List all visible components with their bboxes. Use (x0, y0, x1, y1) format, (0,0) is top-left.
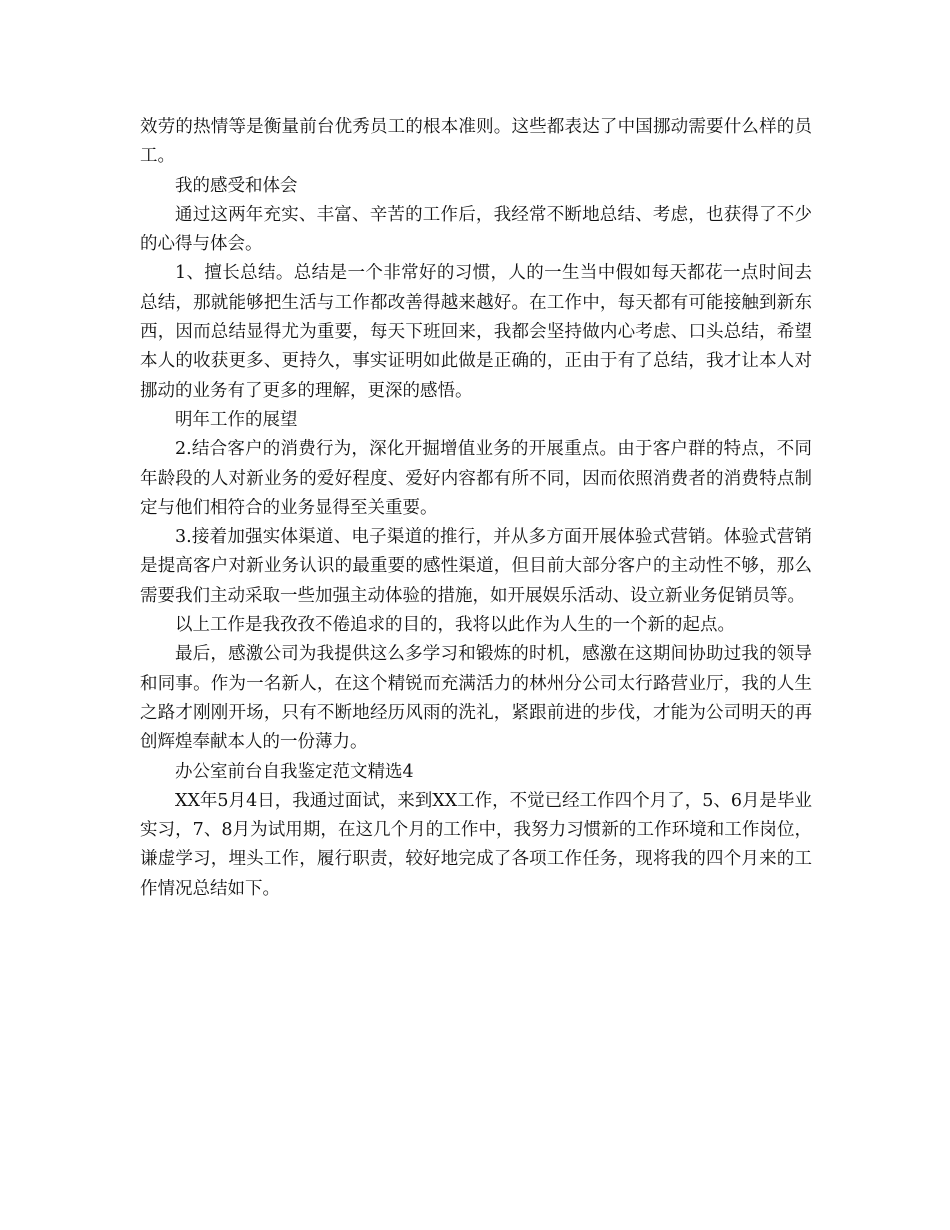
paragraph-intro: 通过这两年充实、丰富、辛苦的工作后，我经常不断地总结、考虑，也获得了不少的心得与体会。 (140, 204, 812, 255)
paragraph-point-2: 2.结合客户的消费行为，深化开掘增值业务的开展重点。由于客户群的特点，不同年龄段的人对新业务的爱好程度、爱好内容都有所不同，因而依照消费者的消费特点制定与他们相符合的业务显得至关重要。 (140, 439, 812, 518)
section-heading-feelings: 我的感受和体会 (175, 175, 298, 196)
paragraph-goal: 以上工作是我孜孜不倦追求的目的，我将以此作为人生的一个新的起点。 (175, 615, 735, 636)
section-heading-sample-4: 办公室前台自我鉴定范文精选4 (175, 761, 414, 782)
paragraph-continuation: 效劳的热情等是衡量前台优秀员工的根本准则。这些都表达了中国挪动需要什么样的员工。 (140, 117, 812, 167)
paragraph-point-3: 3.接着加强实体渠道、电子渠道的推行，并从多方面开展体验式营销。体验式营销是提高客户对新业务认识的最重要的感性渠道，但目前大部分客户的主动性不够，那么需要我们主动采取一些加强主动体验的措施，如开展娱乐活动、设立新业务促销员等。 (140, 527, 812, 606)
paragraph-sample-4-body: XX年5月4日，我通过面试，来到XX工作，不觉已经工作四个月了，5、6月是毕业实习，7、8月为试用期，在这几个月的工作中，我努力习惯新的工作环境和工作岗位，谦虚学习，埋头工作，履行职责，较好地完成了各项工作任务，现将我的四个月来的工作情况总结如下。 (140, 790, 812, 899)
document-page (140, 113, 812, 904)
paragraph-point-1: 1、擅长总结。总结是一个非常好的习惯，人的一生当中假如每天都花一点时间去总结，那就能够把生活与工作都改善得越来越好。在工作中，每天都有可能接触到新东西，因而总结显得尤为重要，每天下班回来，我都会坚持做内心考虑、口头总结，希望本人的收获更多、更持久，事实证明如此做是正确的，正由于有了总结，我才让本人对挪动的业务有了更多的理解，更深的感悟。 (140, 263, 812, 401)
paragraph-closing: 最后，感激公司为我提供这么多学习和锻炼的时机，感激在这期间协助过我的领导和同事。作为一名新人，在这个精锐而充满活力的林州分公司太行路营业厅，我的人生之路才刚刚开场，只有不断地经历风雨的洗礼，紧跟前进的步伐，才能为公司明天的再创辉煌奉献本人的一份薄力。 (140, 644, 812, 753)
section-heading-outlook: 明年工作的展望 (175, 409, 298, 430)
